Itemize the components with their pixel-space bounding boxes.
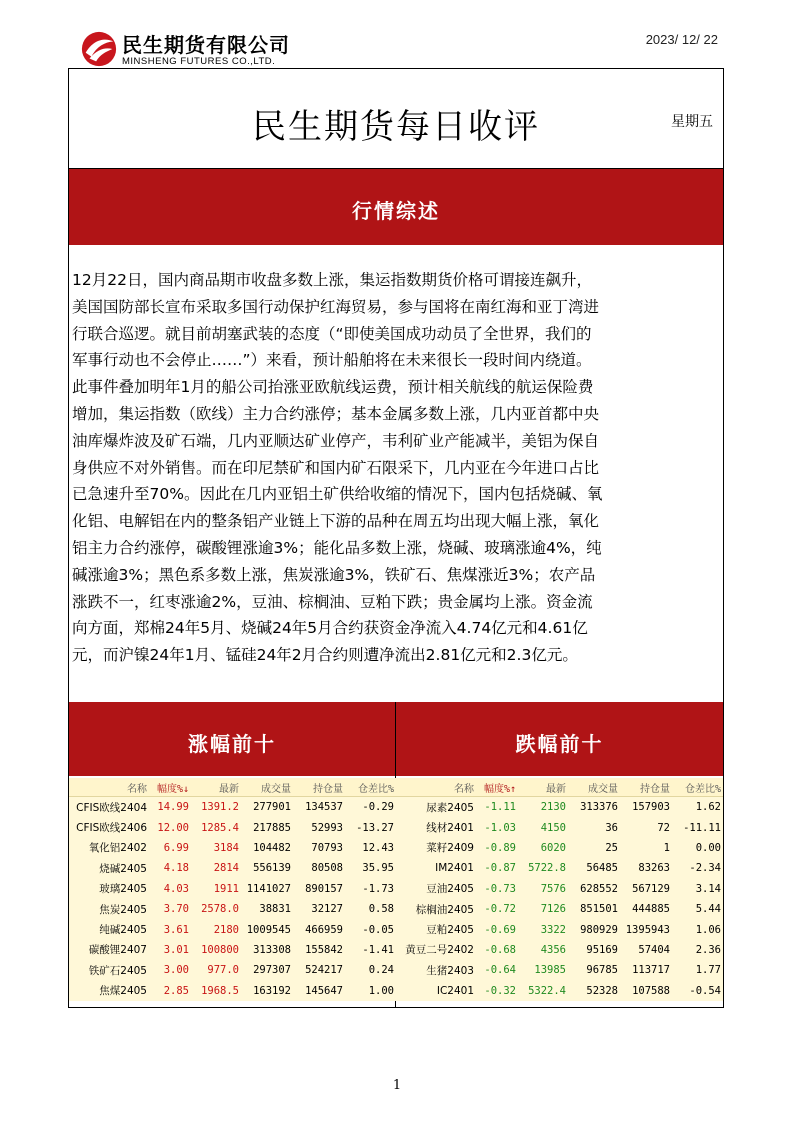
table-cell: 52993: [311, 821, 343, 834]
column-header: 成交量: [241, 778, 293, 797]
table-cell: 1.06: [695, 923, 721, 936]
losers-header: [396, 702, 723, 776]
table-cell: 菜籽2409: [426, 842, 474, 855]
table-row: [69, 797, 396, 818]
table-cell: -0.87: [484, 862, 516, 875]
table-cell: 1968.5: [201, 984, 239, 997]
column-header: 最新: [518, 778, 568, 797]
table-cell: 155842: [305, 943, 343, 956]
table-cell: 1.62: [695, 801, 721, 814]
summary-line: 此事件叠加明年1月的船公司抬涨亚欧航线运费，预计相关航线的航运保险费: [72, 378, 594, 397]
table-header-row: [69, 778, 396, 797]
table-row: [396, 797, 723, 818]
table-cell: 56485: [586, 862, 618, 875]
table-cell: 3.14: [695, 882, 721, 895]
table-cell: 7576: [540, 882, 566, 895]
table-cell: 玻璃2405: [99, 883, 147, 896]
table-cell: 107588: [632, 984, 670, 997]
gainers-header: [69, 702, 395, 776]
table-cell: 6020: [540, 841, 566, 854]
table-cell: 12.43: [362, 841, 394, 854]
column-header: 名称: [396, 778, 476, 797]
table-cell: 焦炭2405: [99, 903, 147, 916]
minsheng-logo-icon: [80, 30, 118, 68]
table-cell: -0.05: [362, 923, 394, 936]
table-cell: 2130: [540, 801, 566, 814]
table-row: [69, 817, 396, 837]
summary-line: 12月22日，国内商品期市收盘多数上涨，集运指数期货价格可谓接连飙升，: [72, 271, 592, 289]
table-cell: 57404: [638, 943, 670, 956]
table-cell: 1285.4: [201, 821, 239, 834]
table-row: [396, 858, 723, 878]
table-cell: 1911: [213, 882, 239, 895]
page-number: 1: [392, 1078, 402, 1093]
table-cell: IM2401: [435, 862, 474, 875]
table-cell: -1.41: [362, 943, 394, 956]
table-cell: IC2401: [436, 984, 474, 997]
weekday-label: 星期五: [671, 114, 713, 130]
table-cell: 313308: [253, 943, 291, 956]
table-cell: 1: [663, 841, 670, 854]
table-cell: -0.32: [484, 984, 516, 997]
table-cell: 277901: [253, 801, 291, 814]
table-cell: -0.73: [484, 882, 516, 895]
losers-panel: [396, 702, 723, 1008]
table-cell: -0.69: [484, 923, 516, 936]
summary-line: 元，而沪镍24年1月、锰硅24年2月合约则遭净流出2.81亿元和2.3亿元。: [72, 646, 578, 665]
losers-table: [396, 778, 723, 1001]
gainers-title: 涨幅前十: [188, 732, 276, 756]
gainers-table: [69, 778, 396, 1001]
table-cell: 尿素2405: [426, 801, 474, 814]
table-row: [396, 981, 723, 1001]
table-row: [69, 838, 396, 858]
table-cell: 70793: [311, 841, 343, 854]
table-row: [69, 940, 396, 960]
table-cell: 13985: [534, 964, 566, 977]
table-cell: -13.27: [356, 821, 394, 834]
table-row: [69, 879, 396, 899]
summary-line: 行联合巡逻。就目前胡塞武装的态度（“即使美国成功动员了全世界，我们的: [72, 324, 592, 343]
table-cell: 4.03: [163, 882, 189, 895]
table-cell: 豆粕2405: [426, 924, 474, 937]
table-row: [396, 879, 723, 899]
table-cell: 2.85: [163, 984, 189, 997]
table-cell: 1.77: [695, 964, 721, 977]
column-header: 名称: [69, 778, 149, 797]
table-cell: 83263: [638, 862, 670, 875]
table-cell: CFIS欧线2404: [76, 801, 147, 814]
table-cell: -0.68: [484, 943, 516, 956]
company-name-cn: 民生期货有限公司: [122, 33, 290, 57]
market-summary: [72, 267, 722, 669]
title-row: [69, 69, 723, 169]
table-cell: 2.36: [695, 943, 721, 956]
table-cell: 145647: [305, 984, 343, 997]
table-row: [396, 817, 723, 837]
table-cell: -1.03: [484, 821, 516, 834]
table-cell: 12.00: [157, 821, 189, 834]
summary-line: 化铝、电解铝在内的整条铝产业链上下游的品种在周五均出现大幅上涨，氧化: [72, 512, 600, 531]
table-cell: 556139: [253, 862, 291, 875]
table-cell: 纯碱2405: [99, 924, 147, 937]
table-cell: 1.00: [368, 984, 394, 997]
table-cell: 36: [605, 821, 618, 834]
table-cell: 163192: [253, 984, 291, 997]
summary-line: 身供应不对外销售。而在印尼禁矿和国内矿石限采下，几内亚在今年进口占比: [72, 458, 600, 477]
column-header: 仓差比%: [345, 778, 396, 797]
column-header: 仓差比%: [672, 778, 723, 797]
table-cell: 2578.0: [201, 903, 239, 916]
table-cell: 14.99: [157, 801, 189, 814]
table-cell: 3322: [540, 923, 566, 936]
table-cell: 6.99: [163, 841, 189, 854]
company-logo: [80, 28, 320, 72]
table-cell: 1141027: [246, 882, 291, 895]
table-cell: 72: [657, 821, 670, 834]
table-cell: 96785: [586, 964, 618, 977]
table-cell: -0.54: [689, 984, 721, 997]
table-cell: -0.64: [484, 964, 516, 977]
table-row: [69, 919, 396, 939]
summary-line: 碱涨逾3%；黑色系多数上涨，焦炭涨逾3%，铁矿石、焦煤涨近3%；农产品: [72, 565, 596, 584]
table-cell: 32127: [311, 903, 343, 916]
table-cell: 157903: [632, 801, 670, 814]
table-cell: 5.44: [695, 903, 721, 916]
table-cell: 80508: [311, 862, 343, 875]
summary-line: 已急速升至70%。因此在几内亚铝土矿供给收缩的情况下，国内包括烧碱、氧: [72, 485, 603, 504]
company-name-en: MINSHENG FUTURES CO.,LTD.: [122, 56, 276, 67]
table-row: [69, 899, 396, 919]
summary-line: 军事行动也不会停止……”）来看，预计船舶将在未来很长一段时间内绕道。: [72, 351, 592, 370]
table-cell: 0.58: [368, 903, 394, 916]
table-cell: 线材2401: [426, 822, 474, 835]
table-cell: 2180: [213, 923, 239, 936]
table-row: [396, 960, 723, 980]
table-cell: 棕榈油2405: [415, 903, 474, 916]
table-cell: 217885: [253, 821, 291, 834]
table-cell: 4.18: [163, 862, 189, 875]
table-cell: 466959: [305, 923, 343, 936]
table-cell: 3.61: [163, 923, 189, 936]
table-row: [396, 838, 723, 858]
table-row: [69, 960, 396, 980]
table-cell: 黄豆二号2402: [405, 944, 474, 957]
table-cell: 铁矿石2405: [88, 964, 147, 977]
section-header: [69, 169, 723, 245]
table-cell: 113717: [632, 964, 670, 977]
table-cell: -1.73: [362, 882, 394, 895]
column-header: 幅度%↑: [476, 778, 518, 797]
column-header: 持仓量: [293, 778, 345, 797]
table-cell: 0.24: [368, 964, 394, 977]
table-cell: 25: [605, 841, 618, 854]
report-frame: [68, 68, 724, 1008]
table-cell: 生猪2403: [426, 964, 474, 977]
table-cell: 5322.4: [528, 984, 566, 997]
table-cell: 5722.8: [528, 862, 566, 875]
gainers-panel: [69, 702, 396, 1008]
table-cell: 氧化铝2402: [88, 842, 147, 855]
summary-line: 美国国防部长宣布采取多国行动保护红海贸易，参与国将在南红海和亚丁湾进: [72, 297, 600, 316]
report-date: 2023/ 12/ 22: [645, 32, 718, 47]
table-cell: -11.11: [683, 821, 721, 834]
table-cell: 100800: [201, 943, 239, 956]
table-cell: 碳酸锂2407: [88, 944, 147, 957]
table-cell: 1009545: [246, 923, 291, 936]
table-cell: 38831: [259, 903, 291, 916]
table-row: [396, 899, 723, 919]
summary-line: 向方面，郑棉24年5月、烧碱24年5月合约获资金净流入4.74亿元和4.61亿: [72, 619, 588, 638]
table-cell: 3.70: [163, 903, 189, 916]
table-cell: 104482: [253, 841, 291, 854]
table-header-row: [396, 778, 723, 797]
table-cell: 444885: [632, 903, 670, 916]
table-cell: -0.89: [484, 841, 516, 854]
table-cell: 851501: [580, 903, 618, 916]
table-row: [69, 858, 396, 878]
table-cell: -0.29: [362, 801, 394, 814]
page-title: 民生期货每日收评: [252, 107, 540, 147]
summary-line: 涨跌不一，红枣涨逾2%，豆油、棕榈油、豆粕下跌；贵金属均上涨。资金流: [72, 592, 593, 611]
table-cell: 3.00: [163, 964, 189, 977]
summary-line: 增加，集运指数（欧线）主力合约涨停；基本金属多数上涨，几内亚首都中央: [72, 404, 600, 423]
table-cell: 2814: [213, 862, 239, 875]
table-cell: 297307: [253, 964, 291, 977]
table-cell: 52328: [586, 984, 618, 997]
column-header: 持仓量: [620, 778, 672, 797]
table-cell: 524217: [305, 964, 343, 977]
table-cell: 890157: [305, 882, 343, 895]
column-header: 成交量: [568, 778, 620, 797]
table-cell: 35.95: [362, 862, 394, 875]
table-cell: 95169: [586, 943, 618, 956]
table-cell: -1.11: [484, 801, 516, 814]
table-cell: 134537: [305, 801, 343, 814]
table-cell: 980929: [580, 923, 618, 936]
column-header: 幅度%↓: [149, 778, 191, 797]
table-cell: 焦煤2405: [99, 985, 147, 998]
table-cell: 1391.2: [201, 801, 239, 814]
table-cell: -0.72: [484, 903, 516, 916]
table-cell: 628552: [580, 882, 618, 895]
table-cell: 0.00: [695, 841, 721, 854]
table-row: [69, 981, 396, 1001]
column-header: 最新: [191, 778, 241, 797]
table-cell: 豆油2405: [426, 883, 474, 896]
table-cell: 313376: [580, 801, 618, 814]
section-title: 行情综述: [352, 199, 440, 223]
table-cell: 977.0: [207, 964, 239, 977]
table-cell: 1395943: [625, 923, 670, 936]
summary-line: 铝主力合约涨停，碳酸锂涨逾3%；能化品多数上涨，烧碱、玻璃涨逾4%，纯: [72, 538, 602, 557]
table-cell: 4150: [540, 821, 566, 834]
table-cell: 3184: [213, 841, 239, 854]
summary-line: 油库爆炸波及矿石端，几内亚顺达矿业停产，韦利矿业产能减半，美铝为保自: [72, 431, 600, 450]
table-cell: 烧碱2405: [99, 862, 147, 875]
losers-title: 跌幅前十: [515, 732, 604, 756]
table-cell: 567129: [632, 882, 670, 895]
table-row: [396, 940, 723, 960]
table-cell: 7126: [540, 903, 566, 916]
table-cell: -2.34: [689, 862, 721, 875]
table-row: [396, 919, 723, 939]
table-cell: 3.01: [163, 943, 189, 956]
table-cell: CFIS欧线2406: [76, 822, 147, 835]
table-cell: 4356: [540, 943, 566, 956]
